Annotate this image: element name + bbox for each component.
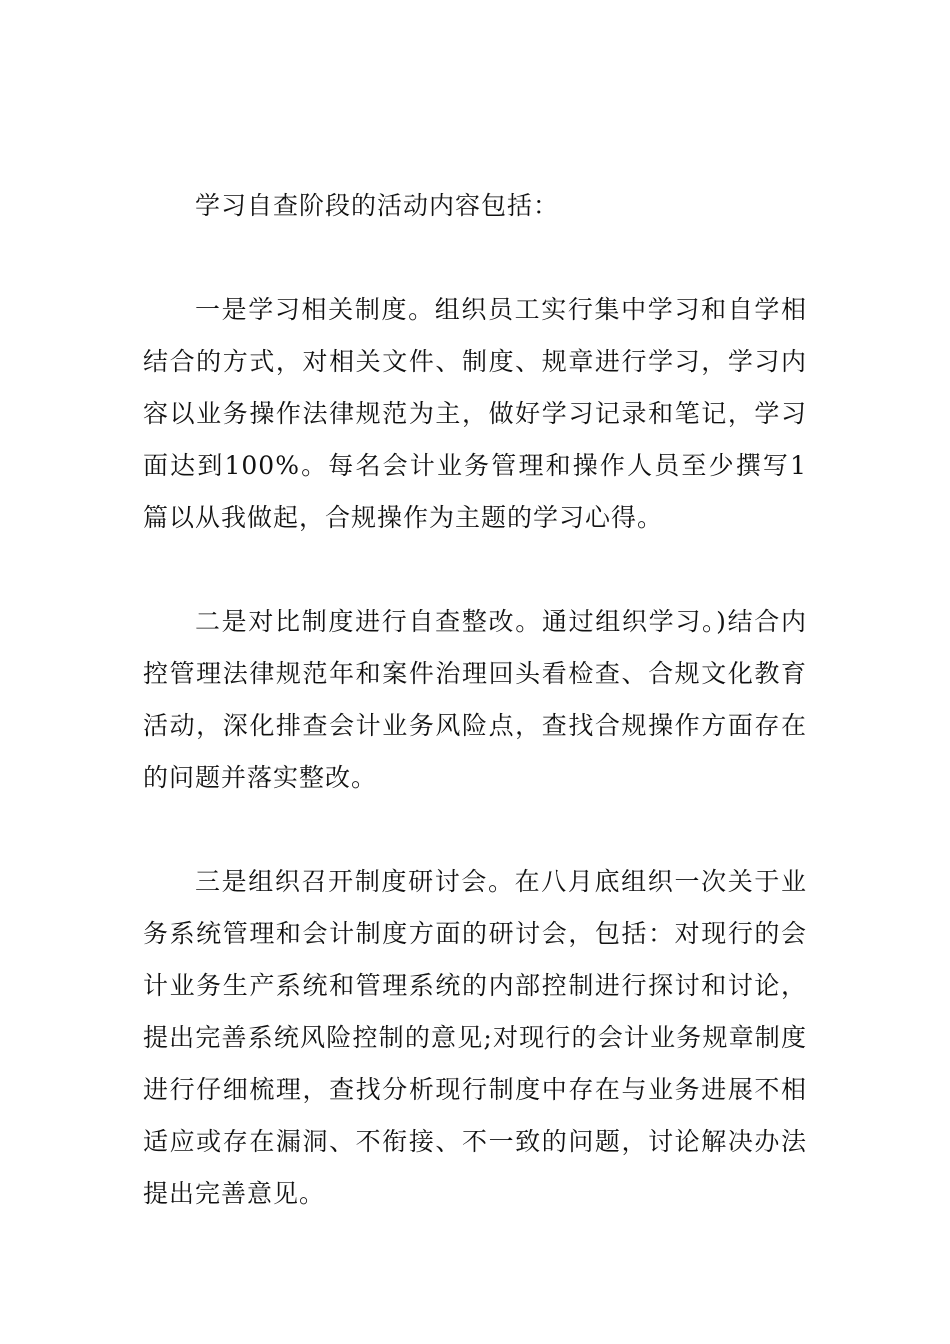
paragraph-study-regulations: 一是学习相关制度。组织员工实行集中学习和自学相结合的方式，对相关文件、制度、规章进行学习，学习内容以业务操作法律规范为主，做好学习记录和笔记，学习面达到100%。每名会计业务管理和操作人员至少撰写1篇以从我做起，合规操作为主题的学习心得。 <box>143 295 807 532</box>
intro-paragraph: 学习自查阶段的活动内容包括： <box>195 191 560 220</box>
paragraph-self-check-rectification: 二是对比制度进行自查整改。通过组织学习。)结合内控管理法律规范年和案件治理回头看检查、合规文化教育活动，深化排查会计业务风险点，查找合规操作方面存在的问题并落实整改。 <box>143 607 807 792</box>
document-body <box>143 180 807 1220</box>
paragraph-seminar: 三是组织召开制度研讨会。在八月底组织一次关于业务系统管理和会计制度方面的研讨会，包括：对现行的会计业务生产系统和管理系统的内部控制进行探讨和讨论，提出完善系统风险控制的意见;对现行的会计业务规章制度进行仔细梳理，查找分析现行制度中存在与业务进展不相适应或存在漏洞、不衔接、不一致的问题，讨论解决办法提出完善意见。 <box>143 867 807 1208</box>
